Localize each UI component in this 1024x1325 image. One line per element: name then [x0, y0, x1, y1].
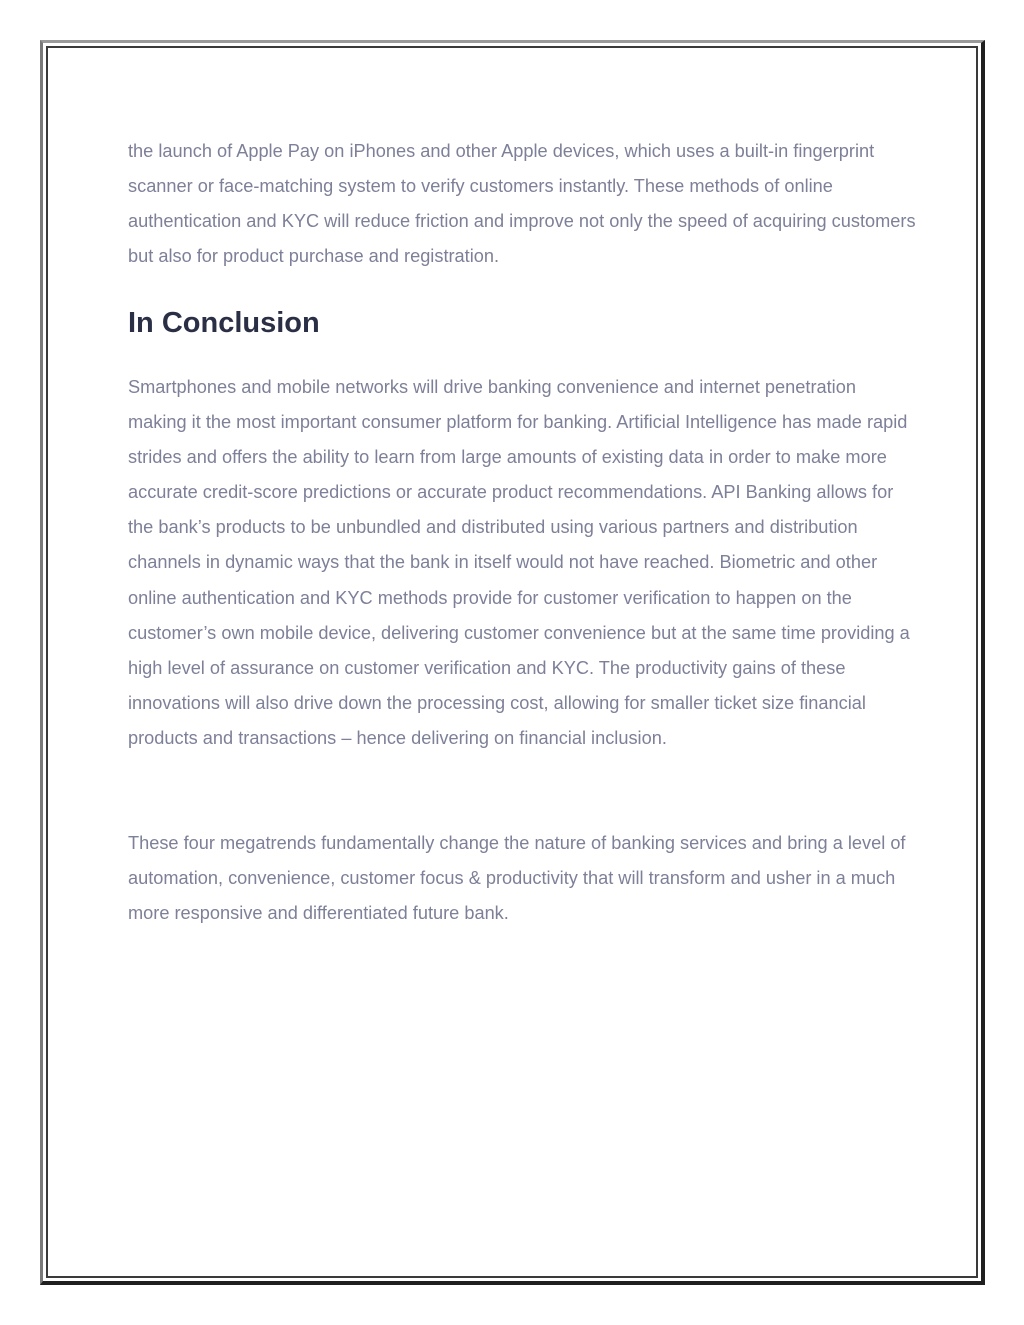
section-heading: In Conclusion [128, 307, 320, 339]
intro-paragraph: the launch of Apple Pay on iPhones and other Apple devices, which uses a built-in fingerprint scanner or face-matching system to verify customers instantly. These methods of online authentication and KYC will reduce friction and improve not only the speed of acquiring customers but also for product purchase and registration. [128, 141, 916, 267]
closing-paragraph: These four megatrends fundamentally change the nature of banking services and bring a level of automation, convenience, customer focus & productivity that will transform and usher in a much more responsive and differentiated future bank. [128, 833, 906, 924]
page-frame [40, 40, 985, 1285]
conclusion-paragraph: Smartphones and mobile networks will drive banking convenience and internet penetration making it the most important consumer platform for banking. Artificial Intelligence has made rapid strides and offers the ability to learn from large amounts of existing data in order to make more accurate credit-score predictions or accurate product recommendations. API Banking allows for the bank’s products to be unbundled and distributed using various partners and distribution channels in dynamic ways that the bank in itself would not have reached. Biometric and other online authentication and KYC methods provide for customer verification to happen on the customer’s own mobile device, delivering customer convenience but at the same time providing a high level of assurance on customer verification and KYC. The productivity gains of these innovations will also drive down the processing cost, allowing for smaller ticket size financial products and transactions – hence delivering on financial inclusion. [128, 377, 910, 748]
page-content [46, 46, 978, 1278]
